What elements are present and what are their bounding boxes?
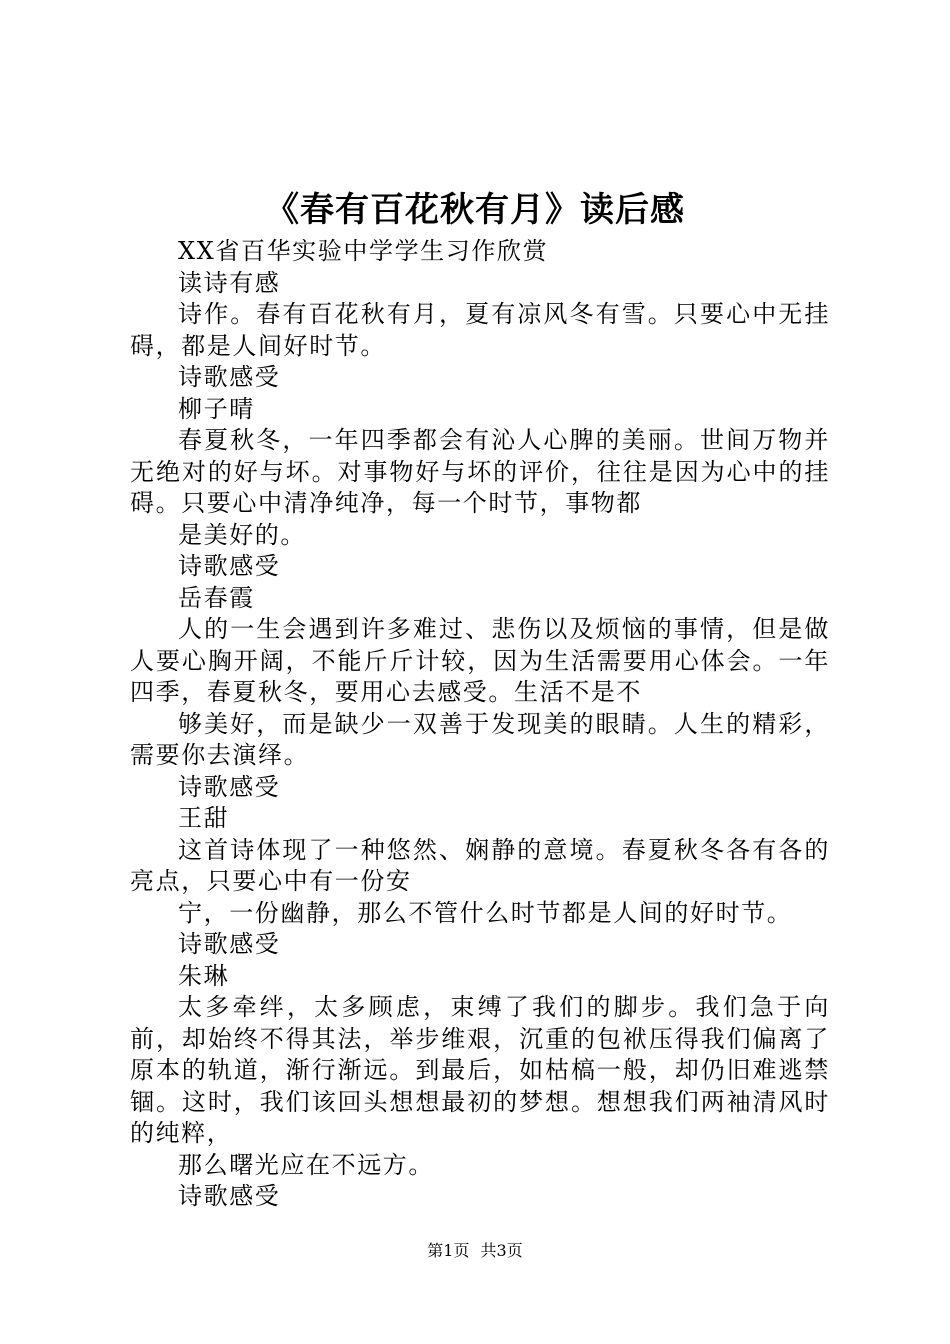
paragraph-heading: 读诗有感	[178, 268, 281, 297]
paragraph-school-line: XX省百华实验中学学生习作欣赏	[178, 237, 549, 265]
author-name: 柳子晴	[178, 394, 255, 423]
section-label: 诗歌感受	[178, 1182, 281, 1210]
section-label: 诗歌感受	[178, 363, 281, 391]
page-total: 共3页	[480, 1241, 523, 1260]
document-title: 《春有百花秋有月》读后感	[265, 190, 685, 230]
section-label: 诗歌感受	[178, 930, 281, 958]
paragraph: 是美好的。	[178, 520, 306, 549]
paragraph: 春夏秋冬，一年四季都会有沁人心脾的美丽。世间万物并无绝对的好与坏。对事物好与坏的评价，往往是因为心中的挂碍。只要心中清净纯净，每一个时节，事物都	[130, 426, 830, 517]
author-name: 朱琳	[178, 961, 230, 990]
author-name: 王甜	[178, 804, 230, 832]
section-label: 诗歌感受	[178, 772, 281, 801]
section-label: 诗歌感受	[178, 552, 281, 580]
paragraph: 这首诗体现了一种悠然、娴静的意境。春夏秋冬各有各的亮点，只要心中有一份安	[130, 835, 830, 895]
paragraph: 那么曙光应在不远方。	[178, 1150, 434, 1179]
author-name: 岳春霞	[178, 583, 255, 612]
document-body	[130, 236, 830, 1213]
page-number: 第1页	[427, 1241, 470, 1260]
paragraph: 够美好，而是缺少一双善于发现美的眼睛。人生的精彩，需要你去演绎。	[130, 709, 830, 769]
paragraph: 宁，一份幽静，那么不管什么时节都是人间的好时节。	[178, 898, 793, 927]
paragraph: 人的一生会遇到许多难过、悲伤以及烦恼的事情，但是做人要心胸开阔，不能斤斤计较，因为生活需要用心体会。一年四季，春夏秋冬，要用心去感受。生活不是不	[130, 615, 830, 706]
paragraph: 太多牵绊，太多顾虑，束缚了我们的脚步。我们急于向前，却始终不得其法，举步维艰，沉重的包袱压得我们偏离了原本的轨道，渐行渐远。到最后，如枯槁一般，却仍旧难逃禁锢。这时，我们该回头想想最初的梦想。想想我们两袖清风时的纯粹，	[130, 993, 830, 1147]
page-footer	[0, 1240, 950, 1262]
paragraph-poem: 诗作。春有百花秋有月，夏有凉风冬有雪。只要心中无挂碍，都是人间好时节。	[130, 300, 830, 360]
